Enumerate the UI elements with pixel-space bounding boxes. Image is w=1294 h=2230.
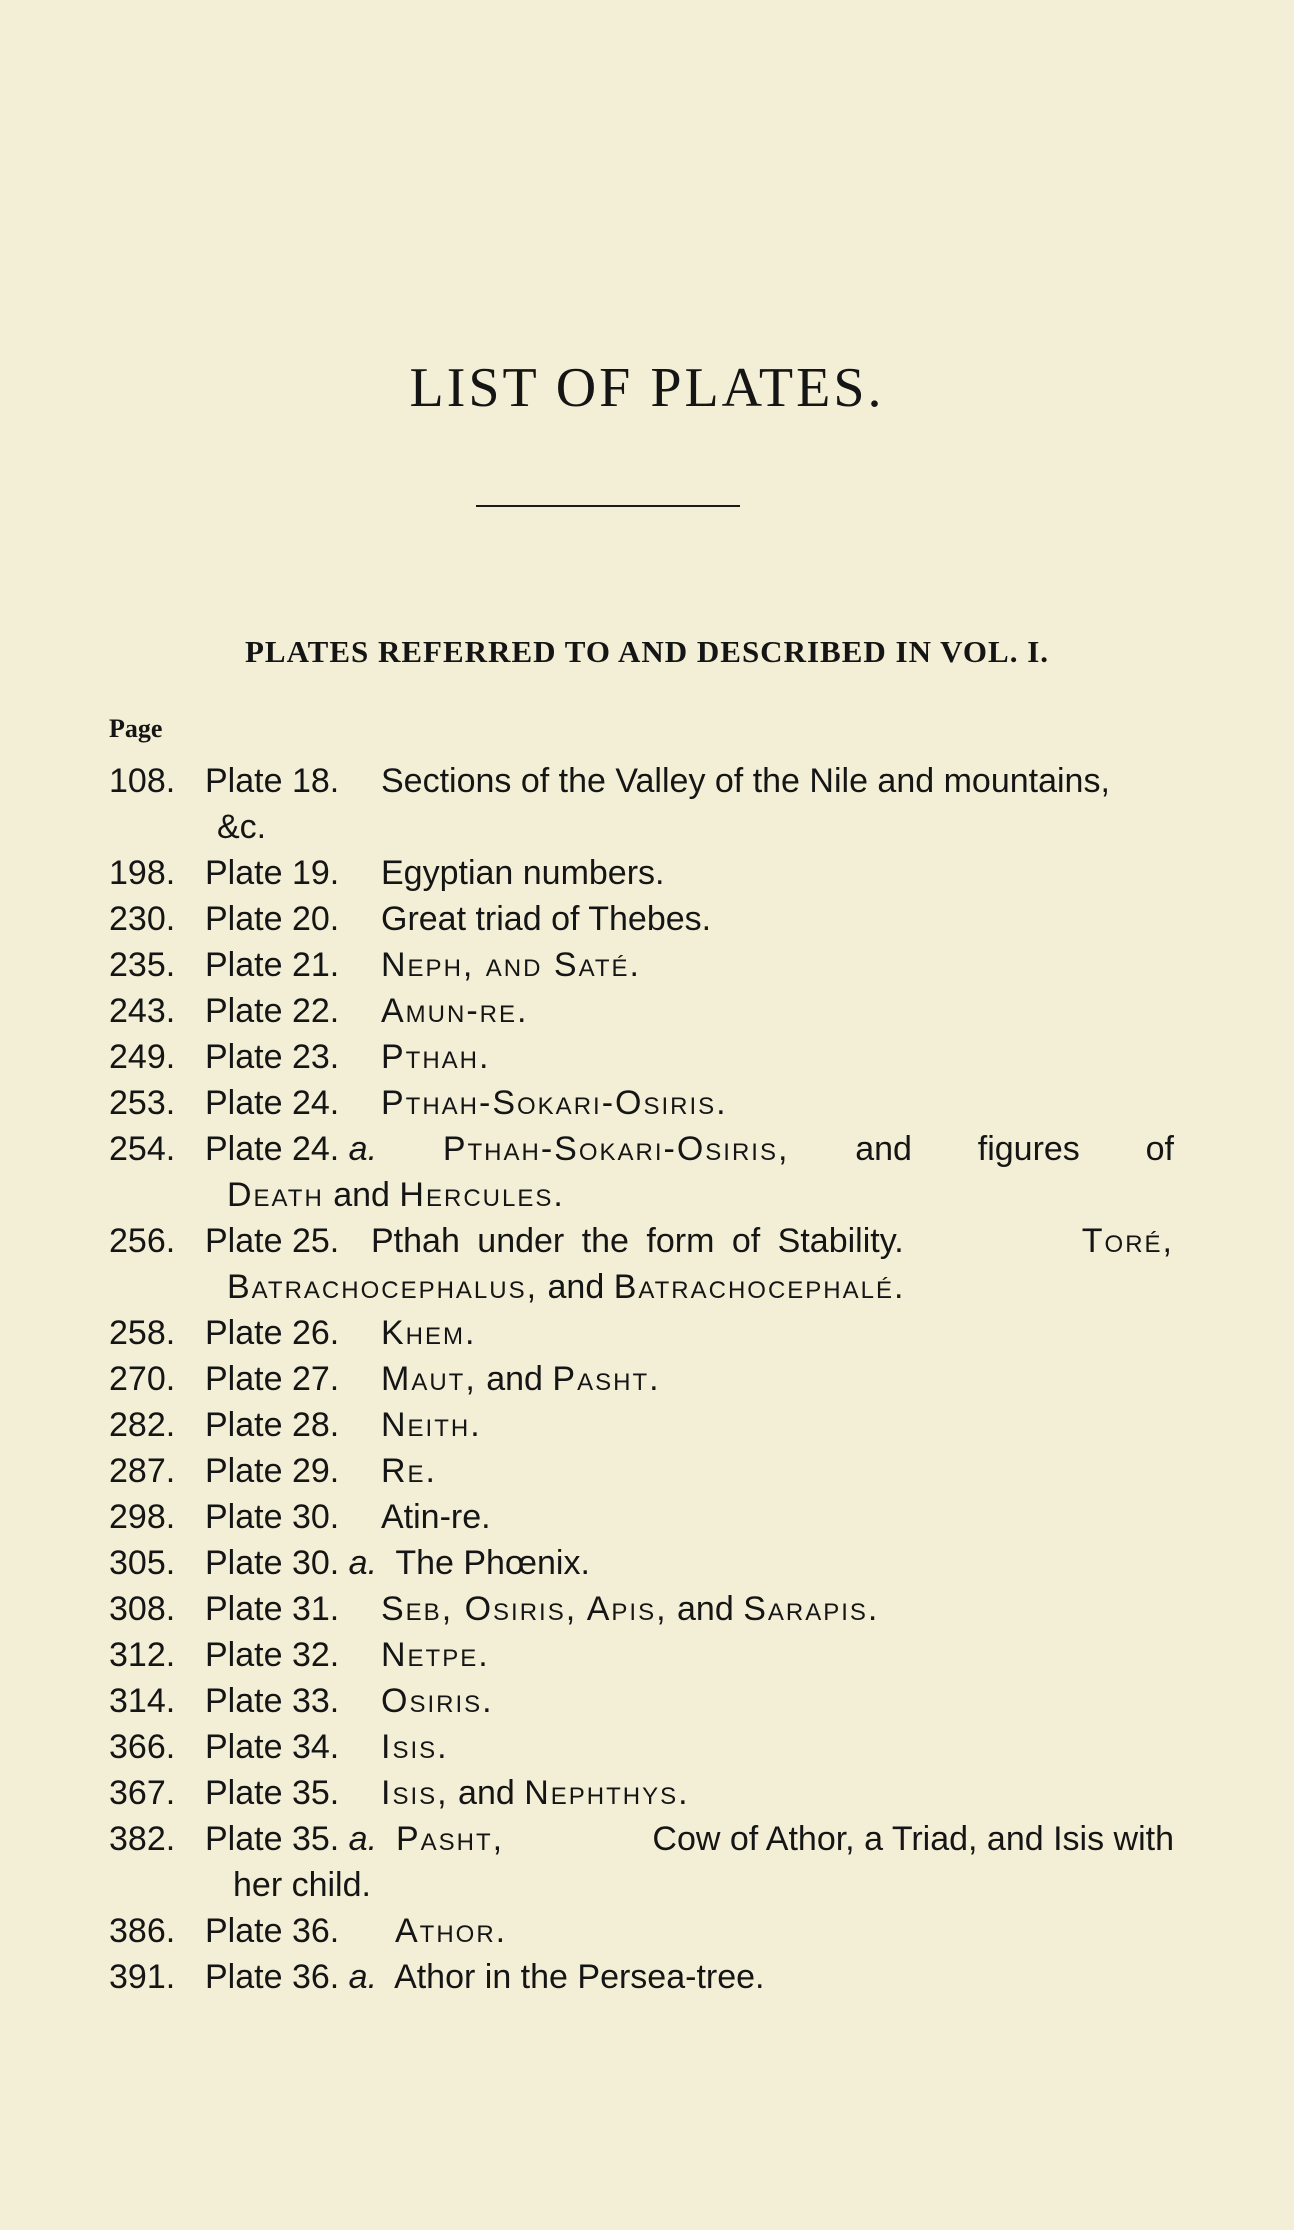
- list-item: [109, 1908, 1174, 1954]
- page-number: 198.: [109, 854, 176, 892]
- plate-description: Egyptian numbers.: [381, 854, 665, 892]
- section-heading: PLATES REFERRED TO AND DESCRIBED IN VOL. I.: [244, 634, 1050, 669]
- plate-number: Plate 24.: [205, 1084, 340, 1122]
- page-number: 270.: [109, 1360, 176, 1398]
- plate-number: Plate 35.: [205, 1820, 340, 1858]
- plate-number: Plate 30.: [205, 1498, 340, 1536]
- list-item: [109, 896, 1174, 942]
- plate-description: Pasht,: [395, 1820, 505, 1858]
- plate-description-conjunction: and: [458, 1774, 515, 1812]
- list-item: [109, 758, 1174, 850]
- page-number: 298.: [109, 1498, 176, 1536]
- plate-number: Plate 24.: [205, 1130, 340, 1168]
- plate-number: Plate 32.: [205, 1636, 340, 1674]
- plate-number: Plate 34.: [205, 1728, 340, 1766]
- plate-number: Plate 23.: [205, 1038, 340, 1076]
- plate-description: Netpe.: [381, 1636, 490, 1674]
- plate-number: Plate 22.: [205, 992, 340, 1030]
- list-item: [109, 1540, 1174, 1586]
- plate-description: Atin-re.: [381, 1498, 491, 1536]
- list-item: [109, 1034, 1174, 1080]
- plate-description: Seb, Osiris, Apis,: [381, 1590, 668, 1628]
- plate-number: Plate 36.: [205, 1958, 340, 1996]
- plates-list: [109, 758, 1174, 2000]
- list-item: [109, 1678, 1174, 1724]
- plate-description-conjunction: and: [677, 1590, 734, 1628]
- page-title: LIST OF PLATES.: [409, 357, 885, 419]
- plate-number: Plate 27.: [205, 1360, 340, 1398]
- plate-number: Plate 29.: [205, 1452, 340, 1490]
- list-item: [109, 1126, 1174, 1218]
- plate-description-rest: Cow of Athor, a Triad, and Isis with: [652, 1820, 1174, 1858]
- plate-number: Plate 36.: [205, 1912, 340, 1950]
- page-number: 312.: [109, 1636, 176, 1674]
- plate-description-continued: Hercules.: [399, 1176, 565, 1214]
- list-item: [109, 1816, 1174, 1908]
- plate-description-continued: Death: [227, 1176, 324, 1214]
- page-number: 230.: [109, 900, 176, 938]
- plate-suffix: a.: [348, 1958, 378, 1996]
- plate-description: Isis,: [381, 1774, 449, 1812]
- plate-description-conjunction: and: [855, 1130, 912, 1168]
- list-item: [109, 1632, 1174, 1678]
- page-number: 386.: [109, 1912, 176, 1950]
- title-rule: [476, 505, 740, 507]
- plate-description: Pthah-Sokari-Osiris.: [381, 1084, 728, 1122]
- list-item: [109, 1448, 1174, 1494]
- list-item: [109, 1080, 1174, 1126]
- plate-description: Nephthys.: [524, 1774, 690, 1812]
- page-number: 391.: [109, 1958, 176, 1996]
- plate-description: Athor in the Persea-tree.: [394, 1958, 765, 1996]
- plate-description-conjunction: and: [486, 1360, 543, 1398]
- list-item: [109, 942, 1174, 988]
- plate-description: Sarapis.: [743, 1590, 880, 1628]
- plate-description: Isis.: [381, 1728, 449, 1766]
- plate-number: Plate 26.: [205, 1314, 340, 1352]
- plate-number: Plate 20.: [205, 900, 340, 938]
- plate-number: Plate 21.: [205, 946, 340, 984]
- page-number: 235.: [109, 946, 176, 984]
- page-number: 287.: [109, 1452, 176, 1490]
- list-item: [109, 1586, 1174, 1632]
- page-number: 256.: [109, 1222, 176, 1260]
- page-number: 254.: [109, 1130, 176, 1168]
- plate-description: Great triad of Thebes.: [381, 900, 712, 938]
- page-number: 282.: [109, 1406, 176, 1444]
- plate-description-continued: Batrachocephalé.: [613, 1268, 906, 1306]
- page-number: 366.: [109, 1728, 176, 1766]
- list-item: [109, 1494, 1174, 1540]
- page-number: 308.: [109, 1590, 176, 1628]
- plate-description: Pthah.: [381, 1038, 491, 1076]
- page-number: 243.: [109, 992, 176, 1030]
- plate-description-word: of: [1145, 1130, 1174, 1168]
- list-item: [109, 988, 1174, 1034]
- plate-number: Plate 18.: [205, 762, 340, 800]
- page-column-label: Page: [109, 714, 163, 743]
- list-item: [109, 1402, 1174, 1448]
- plate-number: Plate 28.: [205, 1406, 340, 1444]
- plate-description-conjunction: and: [547, 1268, 605, 1306]
- plate-description-name: Toré,: [1081, 1222, 1174, 1260]
- page-number: 258.: [109, 1314, 176, 1352]
- plate-number: Plate 25.: [205, 1222, 340, 1260]
- plate-description: Pasht.: [552, 1360, 661, 1398]
- plate-suffix: a.: [348, 1820, 378, 1858]
- list-item: [109, 1356, 1174, 1402]
- plate-number: Plate 19.: [205, 854, 340, 892]
- page-number: 382.: [109, 1820, 176, 1858]
- page-number: 108.: [109, 762, 176, 800]
- plate-description: The Phœnix.: [395, 1544, 590, 1582]
- plate-description: Khem.: [381, 1314, 477, 1352]
- page-number: 253.: [109, 1084, 176, 1122]
- plate-description: Maut,: [381, 1360, 477, 1398]
- plate-description: Amun-re.: [381, 992, 529, 1030]
- plate-description: Pthah under the form of Stability.: [371, 1222, 904, 1260]
- plate-number: Plate 33.: [205, 1682, 340, 1720]
- plate-number: Plate 30.: [205, 1544, 340, 1582]
- plate-description: Neith.: [381, 1406, 482, 1444]
- plate-suffix: a.: [348, 1544, 378, 1582]
- plate-description-continued: her child.: [233, 1866, 371, 1904]
- plate-description: Pthah-Sokari-Osiris,: [442, 1130, 790, 1168]
- plate-description: Osiris.: [381, 1682, 494, 1720]
- plate-number: Plate 35.: [205, 1774, 340, 1812]
- list-item: [109, 1954, 1174, 2000]
- list-item: [109, 1724, 1174, 1770]
- page-number: 314.: [109, 1682, 176, 1720]
- page-number: 249.: [109, 1038, 176, 1076]
- plate-description-word: figures: [977, 1130, 1080, 1168]
- plate-number: Plate 31.: [205, 1590, 340, 1628]
- plate-description: Athor.: [395, 1912, 508, 1950]
- plate-description-continued: &c.: [217, 808, 267, 846]
- plate-suffix: a.: [348, 1130, 378, 1168]
- plate-description: Neph, and Saté.: [381, 946, 641, 984]
- plate-description-continued: Batrachocephalus,: [227, 1268, 539, 1306]
- page-number: 305.: [109, 1544, 176, 1582]
- plate-description-conjunction: and: [333, 1176, 390, 1214]
- page-number: 367.: [109, 1774, 176, 1812]
- plate-description: Sections of the Valley of the Nile and mountains,: [381, 762, 1110, 800]
- list-item: [109, 1310, 1174, 1356]
- plate-description: Re.: [381, 1452, 438, 1490]
- list-item: [109, 1218, 1174, 1310]
- list-item: [109, 850, 1174, 896]
- list-item: [109, 1770, 1174, 1816]
